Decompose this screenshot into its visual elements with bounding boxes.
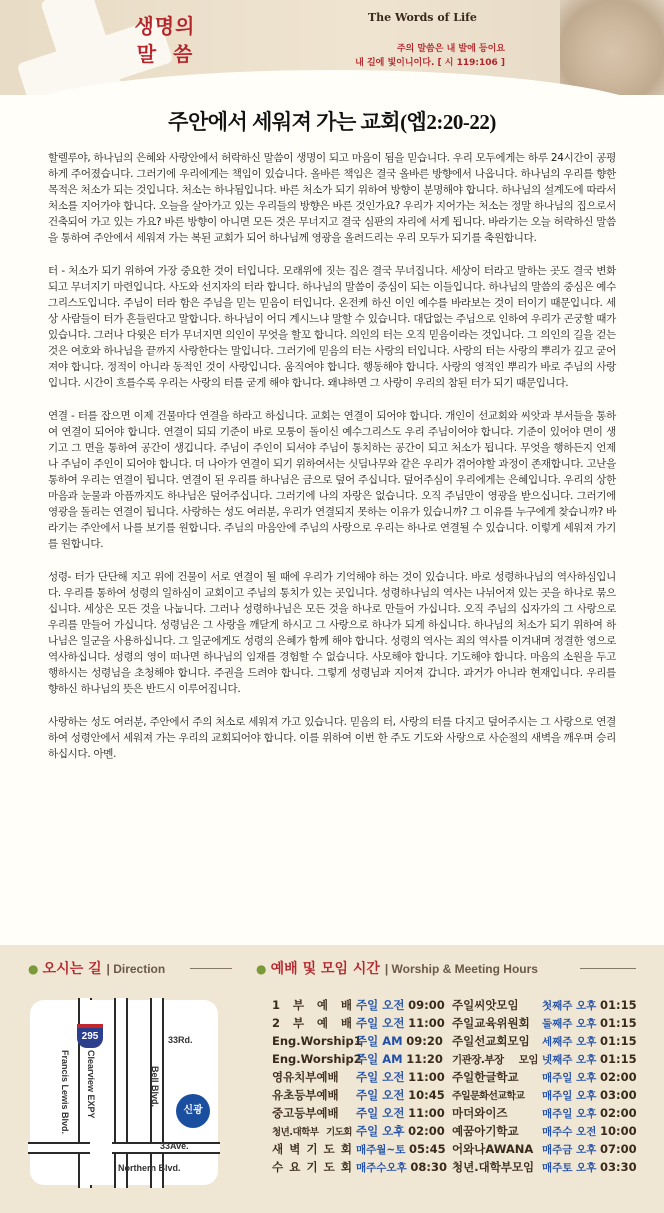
event-name: 중고등부예배	[272, 1106, 339, 1120]
event-time: 02:00	[600, 1070, 637, 1084]
label-33ave: 33Ave.	[160, 1141, 189, 1151]
event-day: 둘째주 오후	[542, 1018, 597, 1030]
bullet-icon: ●	[256, 962, 271, 976]
verse-line-2: 내 길에 빛이니이다. [ 시 119:106 ]	[355, 58, 505, 68]
interstate-295-shield: 295	[77, 1024, 103, 1048]
event-name: 2 부 예 배	[272, 1016, 352, 1030]
event-time: 03:00	[600, 1088, 637, 1102]
event-day: 매주월~토	[356, 1144, 406, 1156]
event-name: 청년.대학부모임	[452, 1160, 535, 1174]
event-name: 주일선교회모임	[452, 1034, 530, 1048]
event-name: Eng.Worship1	[272, 1034, 362, 1048]
event-day: 넷째주 오후	[542, 1054, 597, 1066]
schedule-row	[452, 996, 637, 1014]
event-day: 세째주 오후	[542, 1036, 597, 1048]
directions-title-en: | Direction	[106, 962, 166, 976]
event-name: 수 요 기 도 회	[272, 1160, 352, 1174]
bullet-icon: ●	[28, 962, 43, 976]
event-name: Eng.Worship2	[272, 1052, 362, 1066]
church-logo: 신광	[176, 1094, 210, 1128]
directions-heading	[28, 958, 165, 978]
event-name: 주일문화선교학교	[452, 1091, 525, 1102]
event-time: 02:00	[408, 1124, 445, 1138]
event-time: 11:20	[406, 1052, 443, 1066]
event-name: 주일한글학교	[452, 1070, 519, 1084]
event-name: 어와나AWANA	[452, 1142, 534, 1156]
brand-line-2: 말 씀	[136, 42, 194, 66]
event-name: 청년.대학부 기도회	[272, 1127, 352, 1138]
event-time: 01:15	[600, 1034, 637, 1048]
event-time: 08:30	[410, 1160, 447, 1174]
schedule-row	[272, 1050, 447, 1068]
schedule-row	[272, 996, 447, 1014]
event-day: 첫째주 오후	[542, 1000, 597, 1012]
event-time: 02:00	[600, 1106, 637, 1120]
schedule-row	[272, 1158, 447, 1176]
label-clearview: Clearview EXPY	[86, 1050, 96, 1119]
event-day: 주일 AM	[356, 1052, 403, 1066]
event-day: 주일 오전	[356, 1106, 405, 1120]
schedule-row	[452, 1032, 637, 1050]
praying-hands-image	[560, 0, 664, 95]
event-day: 매주일 오후	[542, 1072, 597, 1084]
sermon-paragraph: 사랑하는 성도 여러분, 주안에서 주의 처소로 세워져 가고 있습니다. 믿음의 터, 사랑의 터를 다지고 덮어주시는 그 사랑으로 연결하여 성령안에서 세워져 가는 우리의 교회되어야 합니다. 이를 위하여 이번 한 주도 기도와 사랑으로 사순절의 새벽을 깨우며 승리하십시다. 아멘.	[48, 716, 616, 760]
road-northern	[28, 1142, 220, 1154]
event-name: 1 부 예 배	[272, 998, 352, 1012]
directions-map	[30, 1000, 218, 1185]
event-time: 09:20	[406, 1034, 443, 1048]
label-bell-blvd: Bell Blvd.	[150, 1066, 160, 1108]
event-day: 주일 오전	[356, 998, 405, 1012]
schedule-row	[452, 1158, 637, 1176]
schedule-left-column	[272, 996, 447, 1176]
schedule-heading	[256, 958, 538, 978]
event-time: 01:15	[600, 1052, 637, 1066]
event-day: 매주수오후	[356, 1162, 407, 1174]
schedule-title-ko: 예배 및 모임 시간	[270, 961, 380, 977]
directions-divider	[190, 968, 232, 969]
event-name: 주일씨앗모임	[452, 998, 519, 1012]
event-day: 주일 오전	[356, 1016, 405, 1030]
event-time: 11:00	[408, 1016, 445, 1030]
schedule-divider	[580, 968, 636, 969]
header-verse	[305, 42, 505, 70]
schedule-row	[272, 1014, 447, 1032]
sermon-paragraph: 연결 - 터를 잡으면 이제 건물마다 연결을 하라고 하십니다. 교회는 연결이 되어야 합니다. 개인이 선교회와 씨앗과 부서들을 통하여 연결이 되어야 합니다. 연결이 되되 기준이 바로 모퉁이 돌이신 예수그리스도 우리 주님이어야 합니다. 기준이 있어야 면이 생기고 그 면을 통하여 공간이 생깁니다. 주님이 주인이 되셔야 주님이 통치하는 공간이 되고 처소가 됩니다. 무엇을 행하든지 언제나 주님이 주인이 되어야 합니다. 더 나아가 연결이 되기 위하여서는 싯딤나무와 같은 우리가 겪어야할 과정이 존재합니다. 고난을 통하여 우리는 연결이 됩니다. 연결이 된 우리를 하나님은 금으로 덮어 주십니다. 덮어주심이 우리에게는 은혜입니다. 우리의 상한 마음과 눈물과 아픔까지도 하나님은 덮어주십니다. 그러기에 나의 자랑은 없습니다. 오직 주님만이 영광을 받으십니다. 그러기에 영광을 돌리는 연결이 됩니다. 사랑하는 성도 여러분, 우리가 연결되지 못하는 이유가 있습니까? 그 이유를 누구에게 찾습니까? 바라기는 주안에서 나를 보기를 원합니다. 주님의 마음안에 주님의 사랑으로 우리는 하나로 연결될 수 있습니다. 이렇게 세워져 가기를 원합니다.	[48, 410, 616, 550]
schedule-row	[452, 1068, 637, 1086]
event-name: 마더와이즈	[452, 1106, 508, 1120]
schedule-row	[452, 1122, 637, 1140]
schedule-row	[272, 1140, 447, 1158]
event-time: 11:00	[408, 1106, 445, 1120]
sermon-paragraph: 터 - 처소가 되기 위하여 가장 중요한 것이 터입니다. 모래위에 짓는 집은 결국 무너집니다. 세상이 터라고 말하는 곳도 결국 변화되고 무너지기 마련입니다. 사도와 선지자의 터라 합니다. 하나님의 말씀이 중심이 되는 이들입니다. 하나님의 말씀의 중심은 예수그리스도입니다. 주님이 터라 함은 주님을 믿는 믿음이 터입니다. 온전케 하신 이인 예수를 바라보는 것이 터이기 때문입니다. 세상 사람들이 터가 흔들린다고 말합니다. 하나님이 어디 계시느냐 말할 수 있습니다. 대답없는 주님으로 인하여 우리가 곤궁할 때가 있습니다. 그러나 다윗은 터가 무너지면 의인이 무엇을 할꼬 합니다. 의인의 터는 오직 믿음이라는 것입니다. 그 의인의 길을 걷는 것은 여호와 하나님을 끝까지 사랑한다는 말입니다. 그러기에 믿음의 터는 사랑의 터입니다. 사랑의 터는 사랑의 뿌리가 깊고 굳어져야 합니다. 정적이 아니라 동적인 것이 사랑입니다. 움직여야 합니다. 행동해야 합니다. 사랑의 영적인 뿌리가 바로 주님의 사랑입니다. 시간이 흐를수록 우리는 사랑의 터를 굳게 해야 합니다. 왜냐하면 그 사랑이 우리의 참된 터가 되기 때문입니다.	[48, 265, 616, 389]
schedule-row	[272, 1068, 447, 1086]
verse-line-1: 주의 말씀은 내 발에 등이요	[396, 44, 505, 54]
schedule-row	[272, 1032, 447, 1050]
schedule-right-column	[452, 996, 637, 1176]
brand-title	[130, 12, 200, 68]
event-time: 05:45	[409, 1142, 446, 1156]
schedule-row	[272, 1086, 447, 1104]
event-time: 01:15	[600, 998, 637, 1012]
event-name: 유초등부예배	[272, 1088, 339, 1102]
event-name: 영유치부예배	[272, 1070, 339, 1084]
event-day: 주일 오전	[356, 1070, 405, 1084]
event-name: 기관장.부장 모임	[452, 1054, 538, 1066]
sermon-body	[48, 150, 616, 779]
schedule-row	[452, 1014, 637, 1032]
schedule-row	[452, 1140, 637, 1158]
event-day: 매주토 오후	[542, 1162, 597, 1174]
directions-title-ko: 오시는 길	[42, 961, 102, 977]
sermon-paragraph: 할렐루야, 하나님의 은혜와 사랑안에서 허락하신 말씀이 생명이 되고 마음이 됨을 믿습니다. 우리 모두에게는 하루 24시간이 공평하게 주어졌습니다. 그러기에 우리에게는 책임이 있습니다. 올바른 책임은 결국 올바른 방향에서 나옵니다. 하나님의 우리를 향한 목적은 처소가 되는 것입니다. 처소는 하나됨입니다. 바른 처소가 되기 위하여 방향이 분명해야 합니다. 하나님의 설계도에 따라서 처소를 지어가야 합니다. 오늘을 살아가고 있는 우리들의 방향은 바른 것인가요? 우리가 지어가는 처소는 정말 하나님의 집으로서 건축되어 가고 있는 가요? 바른 방향이 아니면 모든 것은 무너지고 결국 심판의 자리에 서게 됩니다. 바라기는 오늘 허락하신 말씀을 통하여 주안에서 세워져 가는 복된 교회가 되어 하나님께 영광을 올려드리는 우리 모두가 되기를 축원합니다.	[48, 152, 616, 244]
sermon-paragraph: 성령- 터가 단단해 지고 위에 건물이 서로 연결이 될 때에 우리가 기억해야 하는 것이 있습니다. 바로 성령하나님의 역사하심입니다. 우리를 통하여 성령의 일하심이 교회이고 주님의 통치가 있는 곳입니다. 성령하나님의 역사는 나뉘어져 있는 곳을 하나로 묶으십니다. 세상은 모든 것을 나눕니다. 그러나 성령하나님은 모든 것을 하나로 만들어 가십니다. 오직 주님의 십자가의 그 사랑으로 우리를 만들어 가십니다. 성령님은 그 사랑을 깨닫게 하시고 그 사랑으로 하나가 되게 하십니다. 하나님의 처소가 되기 위하여 하나님은 일군을 사용하십니다. 그 일군에게도 성령의 은혜가 함께 해야 합니다. 성령의 역사는 죄의 역사를 이겨내며 정결한 영으로 역사하십니다. 성령의 영이 떠나면 하나님의 임재를 경험할 수 없습니다. 사모해야 합니다. 기도해야 합니다. 마음의 소원을 두고 행하시는 성령님을 초청해야 합니다. 주권을 드려야 합니다. 그렇게 성령님과 지어져 갑니다. 과거가 아니라 현재입니다. 우리를 향하신 하나님의 뜻은 반드시 이루어집니다.	[48, 571, 616, 695]
label-northern: Northern Blvd.	[118, 1163, 181, 1173]
event-day: 주일 AM	[356, 1034, 403, 1048]
label-33rd: 33Rd.	[168, 1035, 193, 1045]
schedule-title-en: | Worship & Meeting Hours	[384, 962, 538, 976]
schedule-row	[272, 1104, 447, 1122]
event-day: 매주일 오후	[542, 1090, 597, 1102]
schedule-row	[452, 1086, 637, 1104]
event-day: 매주금 오후	[542, 1144, 597, 1156]
event-time: 03:30	[600, 1160, 637, 1174]
event-time: 10:45	[408, 1088, 445, 1102]
label-francis-lewis: Francis Lewis Blvd.	[60, 1050, 70, 1135]
schedule-row	[452, 1050, 637, 1068]
road-clearview-right	[114, 998, 128, 1188]
sermon-title: 주안에서 세워져 가는 교회(엡2:20-22)	[168, 110, 496, 134]
event-name: 새 벽 기 도 회	[272, 1142, 352, 1156]
brand-line-1: 생명의	[134, 14, 196, 38]
event-day: 주일 오후	[356, 1124, 405, 1138]
event-day: 주일 오전	[356, 1088, 405, 1102]
schedule-row	[272, 1122, 447, 1140]
event-day: 매주수 오전	[542, 1126, 597, 1138]
event-time: 11:00	[408, 1070, 445, 1084]
schedule-row	[452, 1104, 637, 1122]
event-time: 09:00	[408, 998, 445, 1012]
event-name: 예꿈아기학교	[452, 1124, 519, 1138]
event-name: 주일교육위원회	[452, 1016, 530, 1030]
event-time: 01:15	[600, 1016, 637, 1030]
words-of-life-label: The Words of Life	[368, 11, 477, 24]
event-day: 매주일 오후	[542, 1108, 597, 1120]
event-time: 10:00	[600, 1124, 637, 1138]
event-time: 07:00	[600, 1142, 637, 1156]
